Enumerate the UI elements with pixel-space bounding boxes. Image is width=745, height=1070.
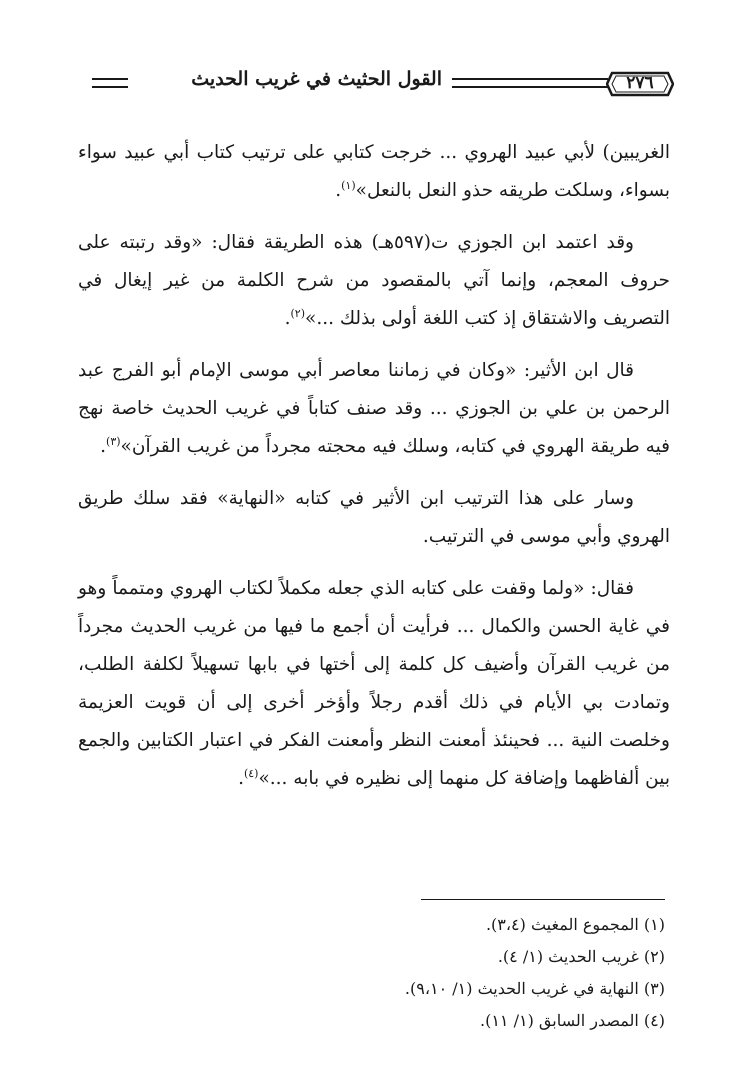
header-title: القول الحثيث في غريب الحديث <box>191 68 442 90</box>
page-number: ٢٧٦ <box>626 73 654 93</box>
footnote-separator <box>421 899 665 900</box>
footnote-3: (٣) النهاية في غريب الحديث (١/ ٩،١٠). <box>404 979 665 998</box>
header-rule <box>452 78 608 88</box>
footnote-ref-2: (٢) <box>290 306 305 320</box>
paragraph-1 <box>78 134 670 210</box>
paragraph-3-text: قال ابن الأثير: «وكان في زماننا معاصر أبي موسى الإمام أبو الفرج عبد الرحمن بن علي بن الجوزي ... وقد صنف كتاباً في غريب الحديث خاصة نهج فيه طريقة الهروي في كتابه، وسلك فيه محجته مجرداً من غريب القرآن» <box>78 360 670 457</box>
body-text <box>78 134 670 812</box>
paragraph-5 <box>78 570 670 798</box>
footnote-ref-4: (٤) <box>243 766 259 780</box>
paragraph-5-text: فقال: «ولما وقفت على كتابه الذي جعله مكملاً لكتاب الهروي ومتمماً وهو في غاية الحسن والكمال ... فرأيت أن أجمع ما فيها من غريب الحديث مجرداً من غريب القرآن وأضيف كل كلمة إلى أختها في بابها تسهيلاً لكلفة الطلب، وتمادت بي الأيام في ذلك أقدم رجلاً وأؤخر أخرى إلى أن قويت العزيمة وخلصت النية ... فحينئذ أمعنت النظر وأمعنت الفكر في اعتبار الكتابين والجمع بين ألفاظهما وإضافة كل منهما إلى نظيره في بابه ...» <box>78 578 670 789</box>
header-rule-short <box>92 78 128 88</box>
paragraph-2-end: . <box>284 308 291 329</box>
paragraph-3 <box>78 352 670 466</box>
paragraph-2-text: وقد اعتمد ابن الجوزي ت(٥٩٧هـ) هذه الطريقة فقال: «وقد رتبته على حروف المعجم، وإنما آتي بالمقصود من شرح الكلمة من غير إيغال في التصريف والاشتقاق إذ كتب اللغة أولى بذلك ...» <box>78 232 670 329</box>
paragraph-2 <box>78 224 670 338</box>
footnote-ref-1: (١) <box>341 178 356 192</box>
paragraph-3-end: . <box>100 436 107 457</box>
footnotes <box>75 909 665 1037</box>
footnote-ref-3: (٣) <box>106 434 121 448</box>
running-header <box>84 62 674 102</box>
paragraph-5-end: . <box>238 768 244 789</box>
page-number-badge <box>606 70 674 98</box>
footnote-1: (١) المجموع المغيث (٣،٤). <box>485 915 665 934</box>
paragraph-1-text: الغريبين) لأبي عبيد الهروي ... خرجت كتابي على ترتيب كتاب أبي عبيد سواء بسواء، وسلكت طريقه حذو النعل بالنعل» <box>78 142 670 201</box>
footnote-4: (٤) المصدر السابق (١/ ١١). <box>479 1011 665 1030</box>
footnote-2: (٢) غريب الحديث (١/ ٤). <box>497 947 665 966</box>
paragraph-4: وسار على هذا الترتيب ابن الأثير في كتابه «النهاية» فقد سلك طريق الهروي وأبي موسى في الترتيب. <box>78 488 670 547</box>
paragraph-1-end: . <box>335 180 342 201</box>
